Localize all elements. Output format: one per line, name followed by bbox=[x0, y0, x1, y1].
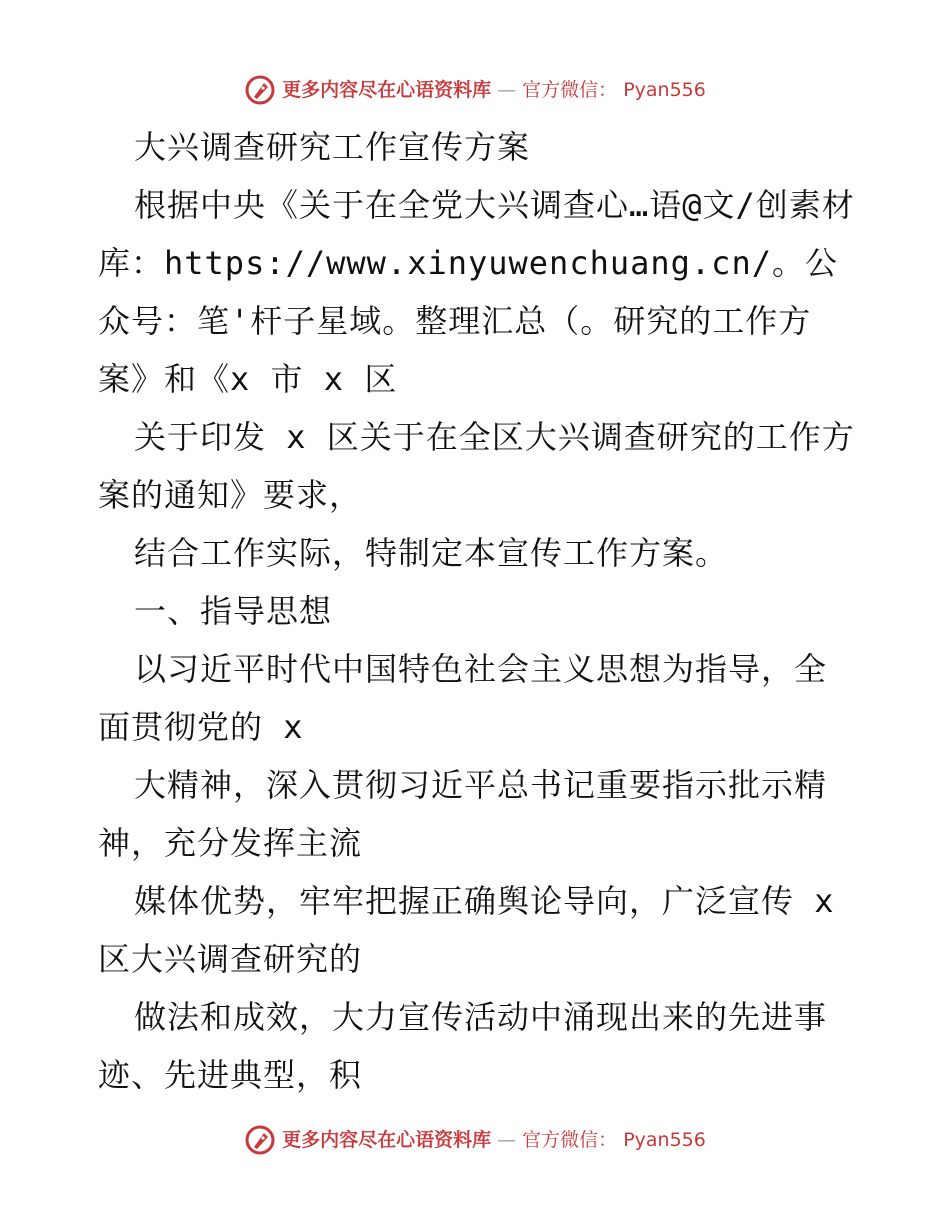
banner-separator: — bbox=[497, 79, 517, 101]
paragraph-2: 关于印发 x 区关于在全区大兴调查研究的工作方案的通知》要求， bbox=[98, 418, 855, 514]
footer-wechat-label: 官方微信： bbox=[522, 1129, 618, 1151]
footer-wechat-id: Pyan556 bbox=[623, 1129, 706, 1151]
paragraph-6: 大精神，深入贯彻习近平总书记重要指示批示精神，充分发挥主流 bbox=[98, 766, 828, 862]
paragraph-1: 根据中央《关于在全党大兴调查心…语@文/创素材库：https://www.xinyuwenchuang.cn/。公众号：笔'杆子星域。整理汇总（。研究的工作方案》和《x 市 x 区 bbox=[98, 186, 855, 398]
paragraph-7: 媒体优势，牢牢把握正确舆论导向，广泛宣传 x 区大兴调查研究的 bbox=[98, 882, 855, 978]
header-watermark-banner bbox=[0, 70, 950, 110]
paragraph-8: 做法和成效，大力宣传活动中涌现出来的先进事迹、先进典型，积 bbox=[98, 998, 828, 1094]
banner-wechat-label: 官方微信： bbox=[522, 79, 618, 101]
paragraph-5: 以习近平时代中国特色社会主义思想为指导，全面贯彻党的 x bbox=[98, 650, 828, 746]
paragraph-3: 结合工作实际，特制定本宣传工作方案。 bbox=[134, 534, 729, 572]
document-title: 大兴调查研究工作宣传方案 bbox=[134, 128, 531, 166]
section-heading-guiding-ideology: 一、指导思想 bbox=[134, 592, 333, 630]
banner-wechat-id: Pyan556 bbox=[623, 79, 706, 101]
document-body bbox=[98, 118, 858, 1104]
pen-nib-icon bbox=[244, 1124, 276, 1156]
pen-nib-icon bbox=[244, 74, 276, 106]
footer-brand-text: 更多内容尽在心语资料库 bbox=[282, 1129, 492, 1151]
banner-brand-text: 更多内容尽在心语资料库 bbox=[282, 79, 492, 101]
footer-watermark-banner bbox=[0, 1120, 950, 1160]
footer-separator: — bbox=[497, 1129, 517, 1151]
